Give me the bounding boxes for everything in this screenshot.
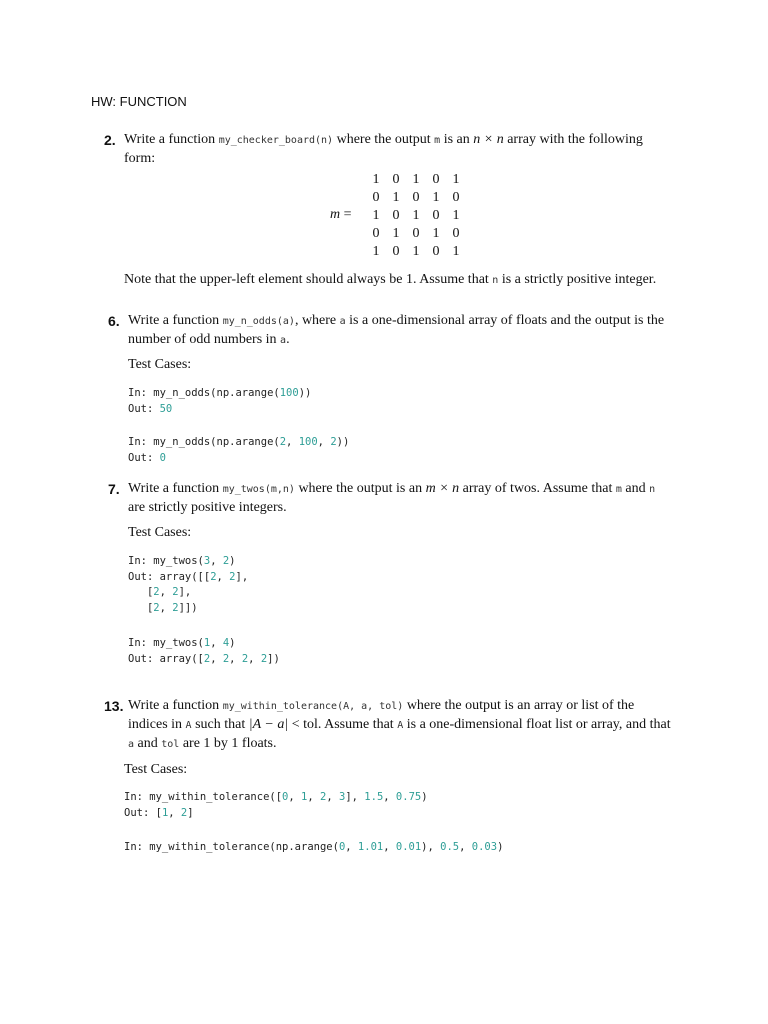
- problem-number: 13.: [104, 698, 124, 714]
- matrix-cell: 1: [412, 208, 420, 223]
- matrix-cell: 0: [372, 190, 380, 205]
- matrix-cell: 1: [372, 208, 380, 223]
- matrix-cell: 0: [372, 226, 380, 241]
- code-test-case-2: In: my_n_odds(np.arange(2, 100, 2)) Out: 0: [128, 436, 350, 464]
- matrix-cell: 0: [432, 244, 440, 259]
- matrix-cell: 1: [392, 190, 400, 205]
- problem-text: Write a function my_checker_board(n) where the output m is an n × n array with the following form:: [124, 132, 643, 166]
- matrix-cell: 0: [392, 208, 400, 223]
- problem-text: Write a function my_twos(m,n) where the output is an m × n array of twos. Assume that m and n are strictly positive integers.: [128, 481, 656, 515]
- matrix-cell: 1: [452, 208, 460, 223]
- matrix-cell: 0: [412, 190, 420, 205]
- matrix-label: m =: [330, 207, 352, 222]
- matrix-cell: 1: [432, 190, 440, 205]
- matrix-cell: 1: [432, 226, 440, 241]
- matrix-cell: 1: [452, 244, 460, 259]
- test-cases-label: Test Cases:: [128, 357, 192, 372]
- matrix-cell: 0: [432, 172, 440, 187]
- matrix-cell: 0: [392, 172, 400, 187]
- page-title: HW: FUNCTION: [91, 94, 187, 109]
- matrix-cell: 0: [412, 226, 420, 241]
- matrix-cell: 1: [412, 172, 420, 187]
- code-test-case-1: In: my_twos(3, 2) Out: array([[2, 2], [2, 2], [2, 2]]): [128, 555, 249, 614]
- code-test-case-1: In: my_n_odds(np.arange(100)) Out: 50: [128, 387, 312, 415]
- matrix-cell: 0: [452, 226, 460, 241]
- problem-text: Write a function my_n_odds(a), where a is a one-dimensional array of floats and the output is the number of odd numbers in a.: [128, 313, 665, 347]
- matrix-cell: 1: [392, 226, 400, 241]
- matrix-cell: 0: [452, 190, 460, 205]
- code-test-case-1: In: my_within_tolerance([0, 1, 2, 3], 1.5, 0.75) Out: [1, 2]: [124, 791, 428, 819]
- matrix-cell: 0: [432, 208, 440, 223]
- matrix-cell: 1: [372, 172, 380, 187]
- matrix-cell: 1: [452, 172, 460, 187]
- code-test-case-2: In: my_twos(1, 4) Out: array([2, 2, 2, 2]): [128, 637, 280, 665]
- matrix-grid: [366, 172, 466, 262]
- matrix-cell: 0: [392, 244, 400, 259]
- problem-number: 7.: [108, 481, 120, 497]
- problem-text: Write a function my_within_tolerance(A, a, tol) where the output is an array or list of the indices in A such that |A − a| < tol. Assume that A is a one-dimensional float list or array, and that a and tol are 1 by 1 floats.: [128, 698, 671, 751]
- problem-number: 6.: [108, 313, 120, 329]
- matrix-cell: 1: [412, 244, 420, 259]
- code-test-case-2: In: my_within_tolerance(np.arange(0, 1.01, 0.01), 0.5, 0.03): [124, 841, 504, 853]
- test-cases-label: Test Cases:: [128, 525, 192, 540]
- problem-number: 2.: [104, 132, 116, 148]
- test-cases-label: Test Cases:: [124, 762, 188, 777]
- matrix-cell: 1: [372, 244, 380, 259]
- problem-note: Note that the upper-left element should always be 1. Assume that n is a strictly positive integer.: [124, 272, 657, 287]
